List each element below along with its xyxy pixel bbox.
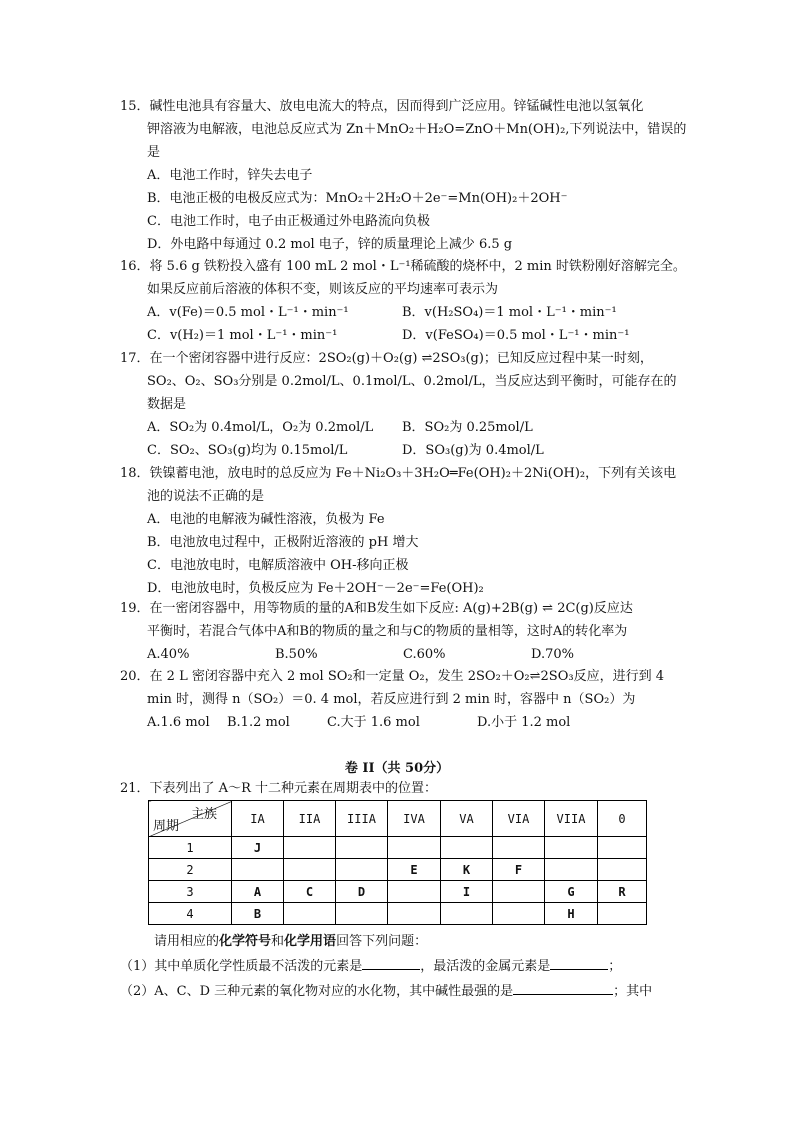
q17-option-d: D．SO₃(g)为 0.4mol/L [402,443,544,458]
table-corner-cell [149,801,232,837]
element-cell: K [441,859,493,881]
element-cell [441,903,493,925]
element-cell [493,903,545,925]
periodic-table [148,800,647,925]
q19-stem-line-2: 平衡时，若混合气体中A和B的物质的量之和与C的物质的量相等，这时A的转化率为 [147,624,628,639]
element-cell: B [232,903,284,925]
element-cell: G [545,881,598,903]
part-2-text: ；其中 [613,984,653,999]
group-header: VA [441,801,493,837]
element-cell: I [441,881,493,903]
q19-option-a: A.40% [147,647,190,662]
element-cell [284,837,336,859]
group-header: IIIA [336,801,388,837]
part-1-text: （1）其中单质化学性质最不活泼的元素是 [120,959,363,974]
q20-stem-line-1: 20．在 2 L 密闭容器中充入 2 mol SO₂和一定量 O₂，发生 2SO₂＋O₂⇌2SO₃反应，进行到 4 [120,669,664,684]
element-cell: J [232,837,284,859]
q21-part-1 [120,955,690,978]
element-cell: D [336,881,388,903]
q18-stem-line-2: 池的说法不正确的是 [147,489,265,504]
question-21-parts [120,930,690,1003]
q18-option-b: B．电池放电过程中，正极附近溶液的 pH 增大 [147,535,419,550]
q18-stem-line-1: 18．铁镍蓄电池，放电时的总反应为 Fe＋Ni₂O₃＋3H₂O═Fe(OH)₂＋2Ni(OH)₂，下列有关该电 [120,466,677,481]
table-row [149,837,647,859]
q20-option-b: B.1.2 mol [227,715,290,730]
element-cell [336,859,388,881]
q17-option-b: B．SO₂为 0.25mol/L [402,420,533,435]
q15-stem-line-1: 15．碱性电池具有容量大、放电电流大的特点，因而得到广泛应用。锌锰碱性电池以氢氧化 [120,99,644,114]
instruction-text: 回答下列问题： [336,934,428,949]
q15-option-b: B．电池正极的电极反应式为：MnO₂＋2H₂O＋2e⁻=Mn(OH)₂＋2OH⁻ [147,191,568,206]
q19-option-b: B.50% [275,647,318,662]
table-row [149,859,647,881]
table-row [149,881,647,903]
element-cell [284,903,336,925]
q21-stem: 21．下表列出了 A～R 十二种元素在周期表中的位置： [120,781,437,796]
instruction-text: 和 [271,934,285,949]
element-cell [336,903,388,925]
q15-option-d: D．外电路中每通过 0.2 mol 电子，锌的质量理论上减少 6.5 g [147,237,513,252]
element-cell [441,837,493,859]
corner-group-label: 主族 [190,807,217,822]
element-cell [388,837,441,859]
instruction-bold-1: 化学符号 [219,934,272,949]
element-cell [493,881,545,903]
element-cell [232,859,284,881]
q20-stem-line-2: min 时，测得 n（SO₂）＝0. 4 mol，若反应进行到 2 min 时，容器中 n（SO₂）为 [147,692,636,707]
section-title: 卷 II（共 50分） [344,761,450,776]
element-cell [388,903,441,925]
table-row [149,903,647,925]
q15-stem-line-3: 是 [147,145,161,160]
q15-option-c: C．电池工作时，电子由正极通过外电路流向负极 [147,214,430,229]
element-cell [545,837,598,859]
q16-stem-line-2: 如果反应前后溶液的体积不变，则该反应的平均速率可表示为 [147,282,499,297]
corner-period-label: 周期 [153,819,180,834]
q18-option-d: D．电池放电时，负极反应为 Fe＋2OH⁻－2e⁻=Fe(OH)₂ [147,581,484,596]
q15-option-a: A．电池工作时，锌失去电子 [147,168,313,183]
element-cell [336,837,388,859]
part-2-text: （2）A、C、D 三种元素的氧化物对应的水化物，其中碱性最强的是 [120,984,514,999]
element-cell [545,859,598,881]
q21-instruction [120,930,690,953]
element-cell [598,859,647,881]
element-cell: E [388,859,441,881]
element-cell: F [493,859,545,881]
instruction-bold-2: 化学用语 [284,934,337,949]
table-header-row [149,801,647,837]
q17-option-c: C．SO₂、SO₃(g)均为 0.15mol/L [147,443,348,458]
q18-option-c: C．电池放电时，电解质溶液中 OH-移向正极 [147,558,409,573]
q20-option-d: D.小于 1.2 mol [477,715,571,730]
period-label: 1 [149,837,232,859]
q17-stem-line-2: SO₂、O₂、SO₃分别是 0.2mol/L、0.1mol/L、0.2mol/L，当反应达到平衡时，可能存在的 [147,374,677,389]
part-1-text: ，最活泼的金属元素是 [420,959,551,974]
group-header: IVA [388,801,441,837]
element-cell [493,837,545,859]
q17-stem-line-1: 17．在一个密闭容器中进行反应：2SO₂(g)＋O₂(g) ⇌2SO₃(g)；已知反应过程中某一时刻， [120,351,653,366]
question-19 [120,597,680,666]
group-header: IIA [284,801,336,837]
question-15 [120,95,687,256]
group-header: VIA [493,801,545,837]
answer-blank-1[interactable] [362,956,420,970]
q16-option-b: B．v(H₂SO₄)＝1 mol・L⁻¹・min⁻¹ [402,305,617,320]
q19-stem-line-1: 19．在一密闭容器中，用等物质的量的A和B发生如下反应: A(g)+2B(g) ⇌ 2C(g)反应达 [120,601,633,616]
element-cell: R [598,881,647,903]
answer-blank-3[interactable] [513,981,613,995]
element-cell [388,881,441,903]
q19-option-c: C.60% [403,647,446,662]
element-cell [598,837,647,859]
q16-option-c: C．v(H₂)＝1 mol・L⁻¹・min⁻¹ [147,328,338,343]
instruction-text: 请用相应的 [154,934,220,949]
q20-option-c: C.大于 1.6 mol [327,715,420,730]
q16-option-a: A．v(Fe)＝0.5 mol・L⁻¹・min⁻¹ [147,305,349,320]
group-header: 0 [598,801,647,837]
question-16 [120,255,686,347]
element-cell [598,903,647,925]
q17-stem-line-3: 数据是 [147,397,187,412]
question-21-intro [120,777,680,800]
q19-option-d: D.70% [531,647,574,662]
period-label: 4 [149,903,232,925]
group-header: VIIA [545,801,598,837]
q18-option-a: A．电池的电解液为碱性溶液，负极为 Fe [147,512,385,527]
question-20 [120,665,680,734]
q16-stem-line-1: 16．将 5.6 g 铁粉投入盛有 100 mL 2 mol・L⁻¹稀硫酸的烧杯中，2 min 时铁粉刚好溶解完全。 [120,259,686,274]
part-1-text: ； [608,959,622,974]
answer-blank-2[interactable] [550,956,608,970]
q20-option-a: A.1.6 mol [147,715,210,730]
q16-option-d: D．v(FeSO₄)＝0.5 mol・L⁻¹・min⁻¹ [402,328,630,343]
element-cell [284,859,336,881]
q15-stem-line-2: 钾溶液为电解液，电池总反应式为 Zn＋MnO₂＋H₂O=ZnO＋Mn(OH)₂,下列说法中，错误的 [147,122,687,137]
q17-option-a: A．SO₂为 0.4mol/L，O₂为 0.2mol/L [147,420,374,435]
question-18 [120,462,680,600]
group-header: IA [232,801,284,837]
q21-part-2 [120,980,690,1003]
period-label: 2 [149,859,232,881]
element-cell: A [232,881,284,903]
element-cell: C [284,881,336,903]
period-label: 3 [149,881,232,903]
question-17 [120,347,680,462]
element-cell: H [545,903,598,925]
